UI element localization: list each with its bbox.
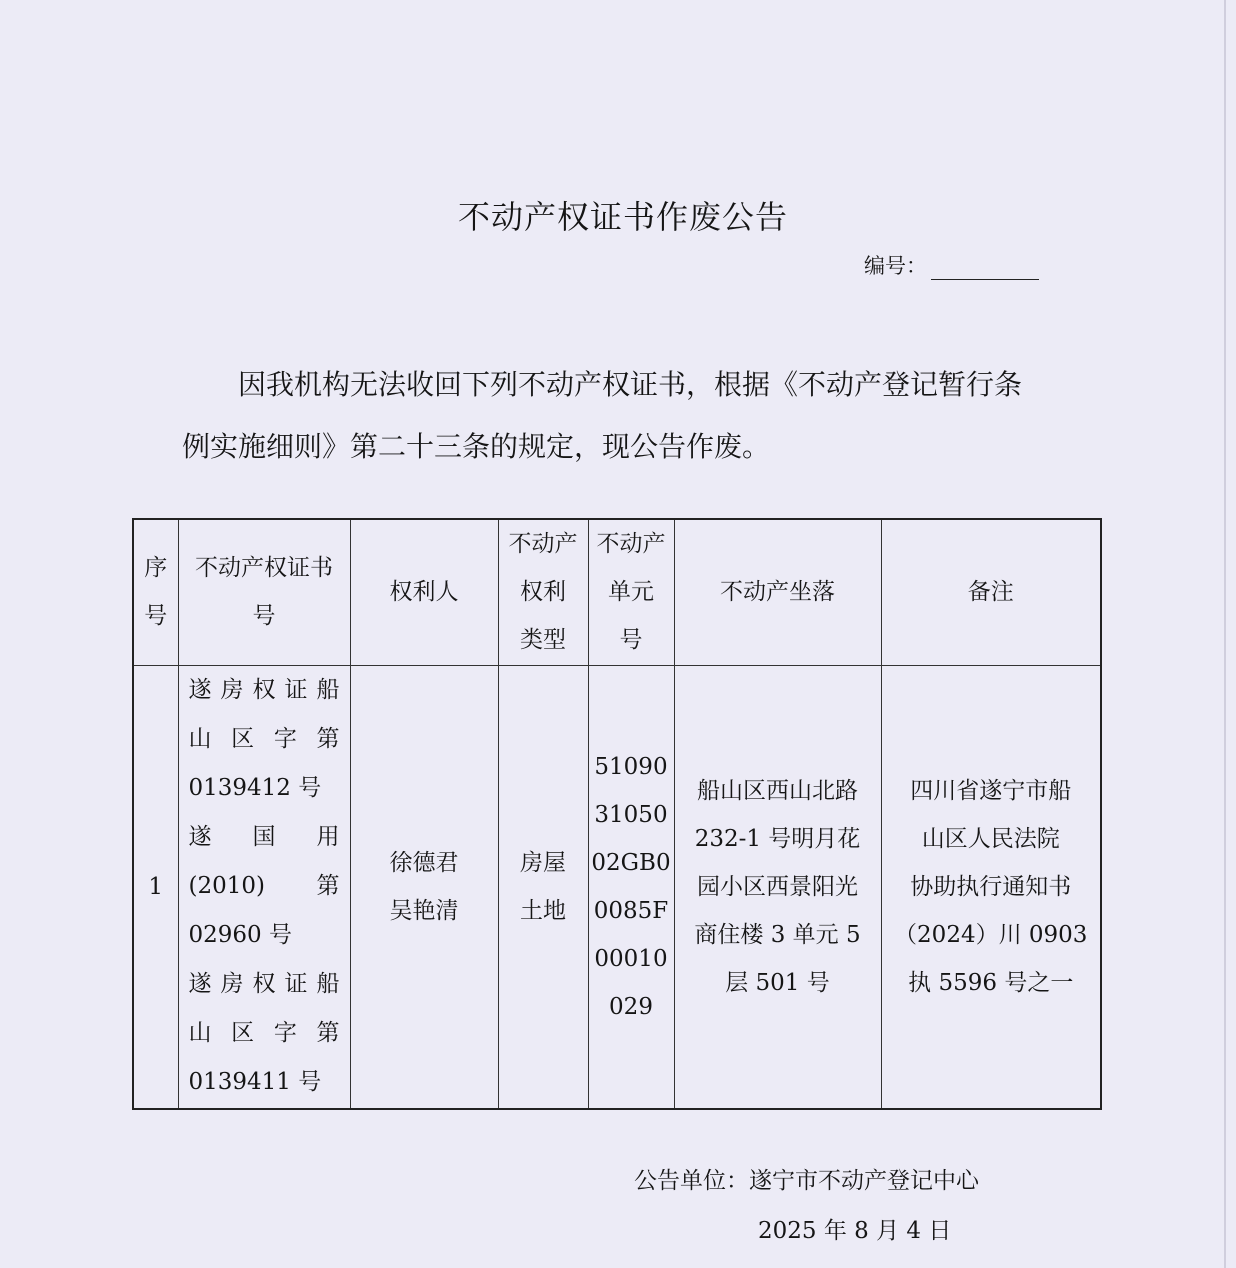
unit-line: 029 — [609, 993, 653, 1020]
unit-line: 02GB0 — [591, 849, 671, 876]
location-line: 商住楼 3 单元 5 — [694, 921, 861, 948]
issue-date: 2025 年 8 月 4 日 — [758, 1218, 952, 1244]
header-cert-line: 不动产权证书 — [195, 555, 333, 582]
type-line: 房屋 — [520, 849, 566, 876]
header-seq-line: 序 — [144, 555, 168, 582]
header-type-line: 不动产 — [508, 531, 578, 558]
cell-remark — [881, 665, 1101, 1109]
body-line-2: 例实施细则》第二十三条的规定，现公告作废。 — [182, 430, 771, 463]
holder-line: 徐德君 — [389, 849, 459, 876]
cell-right-type — [498, 665, 588, 1109]
notice-body — [182, 354, 1062, 478]
cert-line: 遂房权证船 — [188, 677, 340, 704]
table-row — [133, 665, 1101, 1109]
header-unit-line: 单元 — [608, 579, 654, 606]
serial-blank — [931, 259, 1039, 280]
location-line: 园小区西景阳光 — [697, 873, 858, 900]
serial-label: 编号： — [864, 254, 927, 278]
unit-line: 00010 — [594, 945, 668, 972]
header-cert-line: 号 — [252, 603, 276, 630]
document-title: 不动产权证书作废公告 — [457, 198, 788, 236]
header-location: 不动产坐落 — [674, 519, 881, 665]
cert-line: 0139412 号 — [188, 775, 322, 802]
cert-line: (2010)第 — [188, 873, 340, 900]
page-edge — [1224, 0, 1226, 1268]
header-right-type — [498, 519, 588, 665]
header-holder: 权利人 — [350, 519, 498, 665]
body-line-1: 因我机构无法收回下列不动产权证书，根据《不动产登记暂行条 — [238, 368, 1023, 401]
header-unit-line: 号 — [619, 627, 643, 654]
header-seq-line: 号 — [144, 603, 168, 630]
certificate-table — [132, 518, 1102, 1110]
cert-line: 山区字第 — [188, 726, 340, 753]
cert-line: 02960 号 — [188, 922, 292, 949]
location-line: 层 501 号 — [725, 969, 830, 996]
header-type-line: 权利 — [520, 579, 566, 606]
cell-seq: 1 — [133, 665, 178, 1109]
header-unit-line: 不动产 — [596, 531, 666, 558]
cell-unit-no — [588, 665, 674, 1109]
header-seq — [133, 519, 178, 665]
location-line: 船山区西山北路 — [697, 777, 858, 804]
header-type-line: 类型 — [520, 627, 566, 654]
type-line: 土地 — [520, 897, 566, 924]
table-header-row — [133, 519, 1101, 665]
cert-line: 0139411 号 — [188, 1069, 322, 1096]
cell-location — [674, 665, 881, 1109]
cell-holder — [350, 665, 498, 1109]
remark-line: 四川省遂宁市船 — [910, 777, 1072, 804]
header-unit-no — [588, 519, 674, 665]
remark-line: 山区人民法院 — [921, 825, 1060, 852]
cell-cert-no — [178, 665, 350, 1109]
cert-line: 遂房权证船 — [188, 971, 340, 998]
holder-line: 吴艳清 — [389, 897, 459, 924]
header-remark: 备注 — [881, 519, 1101, 665]
unit-line: 51090 — [594, 753, 668, 780]
unit-line: 31050 — [594, 801, 668, 828]
location-line: 232-1 号明月花 — [694, 825, 861, 852]
issuing-unit: 公告单位：遂宁市不动产登记中心 — [634, 1168, 979, 1194]
cert-line: 遂国用 — [188, 824, 340, 851]
serial-number — [864, 250, 1039, 280]
unit-line: 0085F — [593, 897, 669, 924]
header-cert-no — [178, 519, 350, 665]
remark-line: （2024）川 0903 — [894, 921, 1088, 948]
remark-line: 执 5596 号之一 — [908, 969, 1074, 996]
remark-line: 协助执行通知书 — [910, 873, 1072, 900]
cert-line: 山区字第 — [188, 1020, 340, 1047]
